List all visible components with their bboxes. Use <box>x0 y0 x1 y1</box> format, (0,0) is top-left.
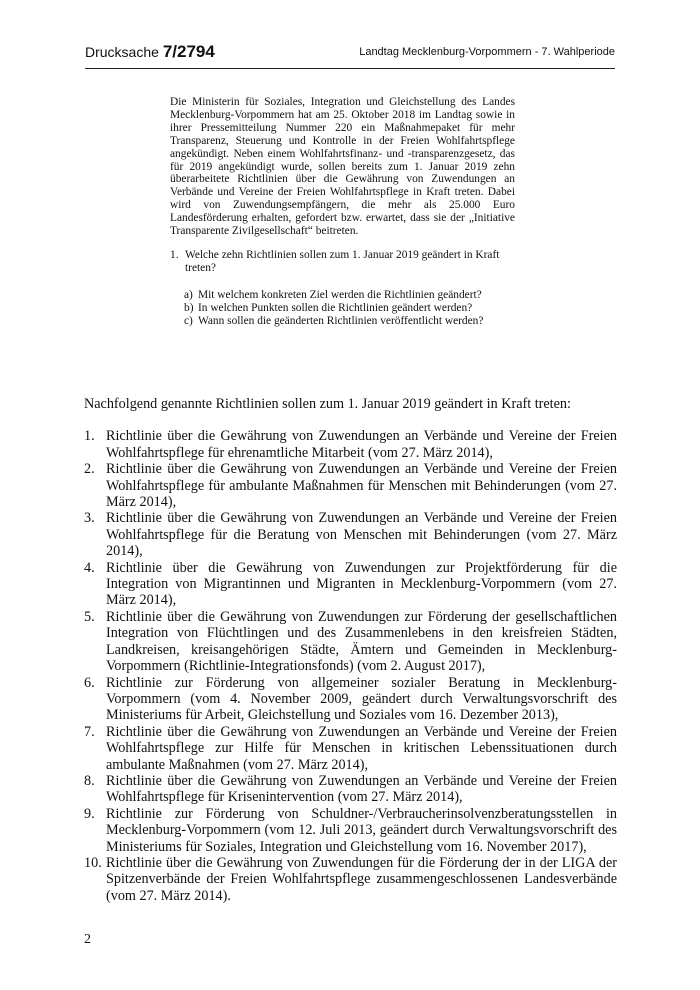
list-item-number: 7. <box>84 723 95 740</box>
list-item <box>84 855 617 904</box>
drucksache-number: 7/2794 <box>162 42 215 61</box>
subquestion-list <box>184 289 515 328</box>
list-item <box>84 724 617 773</box>
inquiry-paragraph: Die Ministerin für Soziales, Integration und Gleichstellung des Landes Mecklenburg-Vorpommern hat am 25. Oktober 2018 im Landtag sowie in ihrer Pressemitteilung Nummer 220 ein Maßnahmepaket für mehr Transparenz, Steuerung und Kontrolle in der Freien Wohlfahrtspflege angekündigt. Neben einem Wohlfahrtsfinanz- und -transparenzgesetz, das für 2019 angekündigt wurde, sollen bereits zum 1. Januar 2019 zehn überarbeitete Richtlinien über die Gewährung von Zuwendungen an Verbände und Vereine der Freien Wohlfahrtspflege in Kraft treten. Dabei wird von Zuwendungsempfängern, die mehr als 25.000 Euro Landesförderung erhalten, gefordert bzw. erwartet, dass sie der „Initiative Transparente Zivilgesellschaft“ beitreten. <box>170 96 515 238</box>
list-item-text: Richtlinie über die Gewährung von Zuwendungen an Verbände und Vereine der Freien Wohlfahrtspflege für Krisenintervention (vom 27. März 2014), <box>106 772 617 806</box>
list-item <box>84 609 617 675</box>
subquestion-label: b) <box>184 301 194 314</box>
page-number: 2 <box>84 932 91 947</box>
subquestion-label: a) <box>184 288 193 301</box>
drucksache-reference <box>85 42 215 62</box>
question-text: Welche zehn Richtlinien sollen zum 1. Januar 2019 geändert in Kraft treten? <box>185 248 500 274</box>
list-item-number: 6. <box>84 674 95 691</box>
list-item-text: Richtlinie über die Gewährung von Zuwendungen für die Förderung der in der LIGA der Spitzenverbände der Freien Wohlfahrtspflege zusammengeschlossenen Landesverbände (vom 27. März 2014). <box>106 854 617 904</box>
list-item <box>84 428 617 461</box>
list-item <box>84 560 617 609</box>
page-header <box>85 40 615 69</box>
subquestion-item <box>184 302 515 315</box>
list-item-text: Richtlinie über die Gewährung von Zuwendungen an Verbände und Vereine der Freien Wohlfahrtspflege für die Beratung von Menschen mit Behinderungen (vom 27. März 2014), <box>106 510 617 560</box>
list-item <box>84 510 617 559</box>
question-1 <box>170 249 515 275</box>
subquestion-item <box>184 289 515 302</box>
list-item-text: Richtlinie zur Förderung von Schuldner-/Verbraucherinsolvenzberatungsstellen in Mecklenburg-Vorpommern (vom 12. Juli 2013, geändert durch Verwaltungsvorschrift des Ministeriums für Soziales, Integration und Gleichstellung vom 16. November 2017), <box>106 805 617 855</box>
drucksache-label: Drucksache <box>85 44 163 60</box>
subquestion-item <box>184 315 515 328</box>
list-item-text: Richtlinie über die Gewährung von Zuwendungen an Verbände und Vereine der Freien Wohlfahrtspflege für ambulante Maßnahmen für Menschen mit Behinderungen (vom 27. März 2014), <box>106 461 617 511</box>
list-item-number: 5. <box>84 608 95 625</box>
subquestion-label: c) <box>184 314 193 327</box>
list-item-number: 4. <box>84 559 95 576</box>
list-item <box>84 806 617 855</box>
parliament-name: Landtag Mecklenburg-Vorpommern - 7. Wahlperiode <box>359 46 615 58</box>
guideline-list <box>84 428 617 904</box>
list-item <box>84 773 617 806</box>
list-item <box>84 675 617 724</box>
answer-block <box>84 396 617 904</box>
list-item-number: 10. <box>84 854 102 871</box>
list-item-number: 2. <box>84 461 95 478</box>
list-item-text: Richtlinie über die Gewährung von Zuwendungen an Verbände und Vereine der Freien Wohlfahrtspflege für ehrenamtliche Mitarbeit (vom 27. März 2014), <box>106 428 617 461</box>
list-item-text: Richtlinie über die Gewährung von Zuwendungen zur Projektförderung für die Integration von Migrantinnen und Migranten in Mecklenburg-Vorpommern (vom 27. März 2014), <box>106 559 617 609</box>
subquestion-text: Mit welchem konkreten Ziel werden die Richtlinien geändert? <box>198 288 482 301</box>
subquestion-text: In welchen Punkten sollen die Richtlinien geändert werden? <box>198 301 473 314</box>
answer-lead: Nachfolgend genannte Richtlinien sollen zum 1. Januar 2019 geändert in Kraft treten: <box>84 396 571 412</box>
list-item-number: 3. <box>84 510 95 527</box>
list-item-text: Richtlinie zur Förderung von allgemeiner sozialer Beratung in Mecklenburg-Vorpommern (vom 4. November 2009, geändert durch Verwaltungsvorschrift des Ministeriums für Arbeit, Gleichstellung und Soziales vom 16. Dezember 2013), <box>106 674 617 724</box>
inquiry-block <box>170 96 515 328</box>
list-item <box>84 461 617 510</box>
list-item-text: Richtlinie über die Gewährung von Zuwendungen an Verbände und Vereine der Freien Wohlfahrtspflege zur Hilfe für Menschen in kritischen Lebenssituationen durch ambulante Maßnahmen (vom 27. März 2014), <box>106 723 617 773</box>
list-item-text: Richtlinie über die Gewährung von Zuwendungen zur Förderung der gesellschaftlichen Integration von Flüchtlingen und des Zusammenlebens in den kreisfreien Städten, Landkreisen, kreisangehörigen Städte, Ämtern und Gemeinden in Mecklenburg-Vorpommern (Richtlinie-Integrationsfonds) (vom 2. August 2017), <box>106 608 617 675</box>
list-item-number: 8. <box>84 772 95 789</box>
list-item-number: 1. <box>84 428 95 445</box>
question-number: 1. <box>170 248 179 261</box>
subquestion-text: Wann sollen die geänderten Richtlinien veröffentlicht werden? <box>198 314 484 327</box>
list-item-number: 9. <box>84 805 95 822</box>
